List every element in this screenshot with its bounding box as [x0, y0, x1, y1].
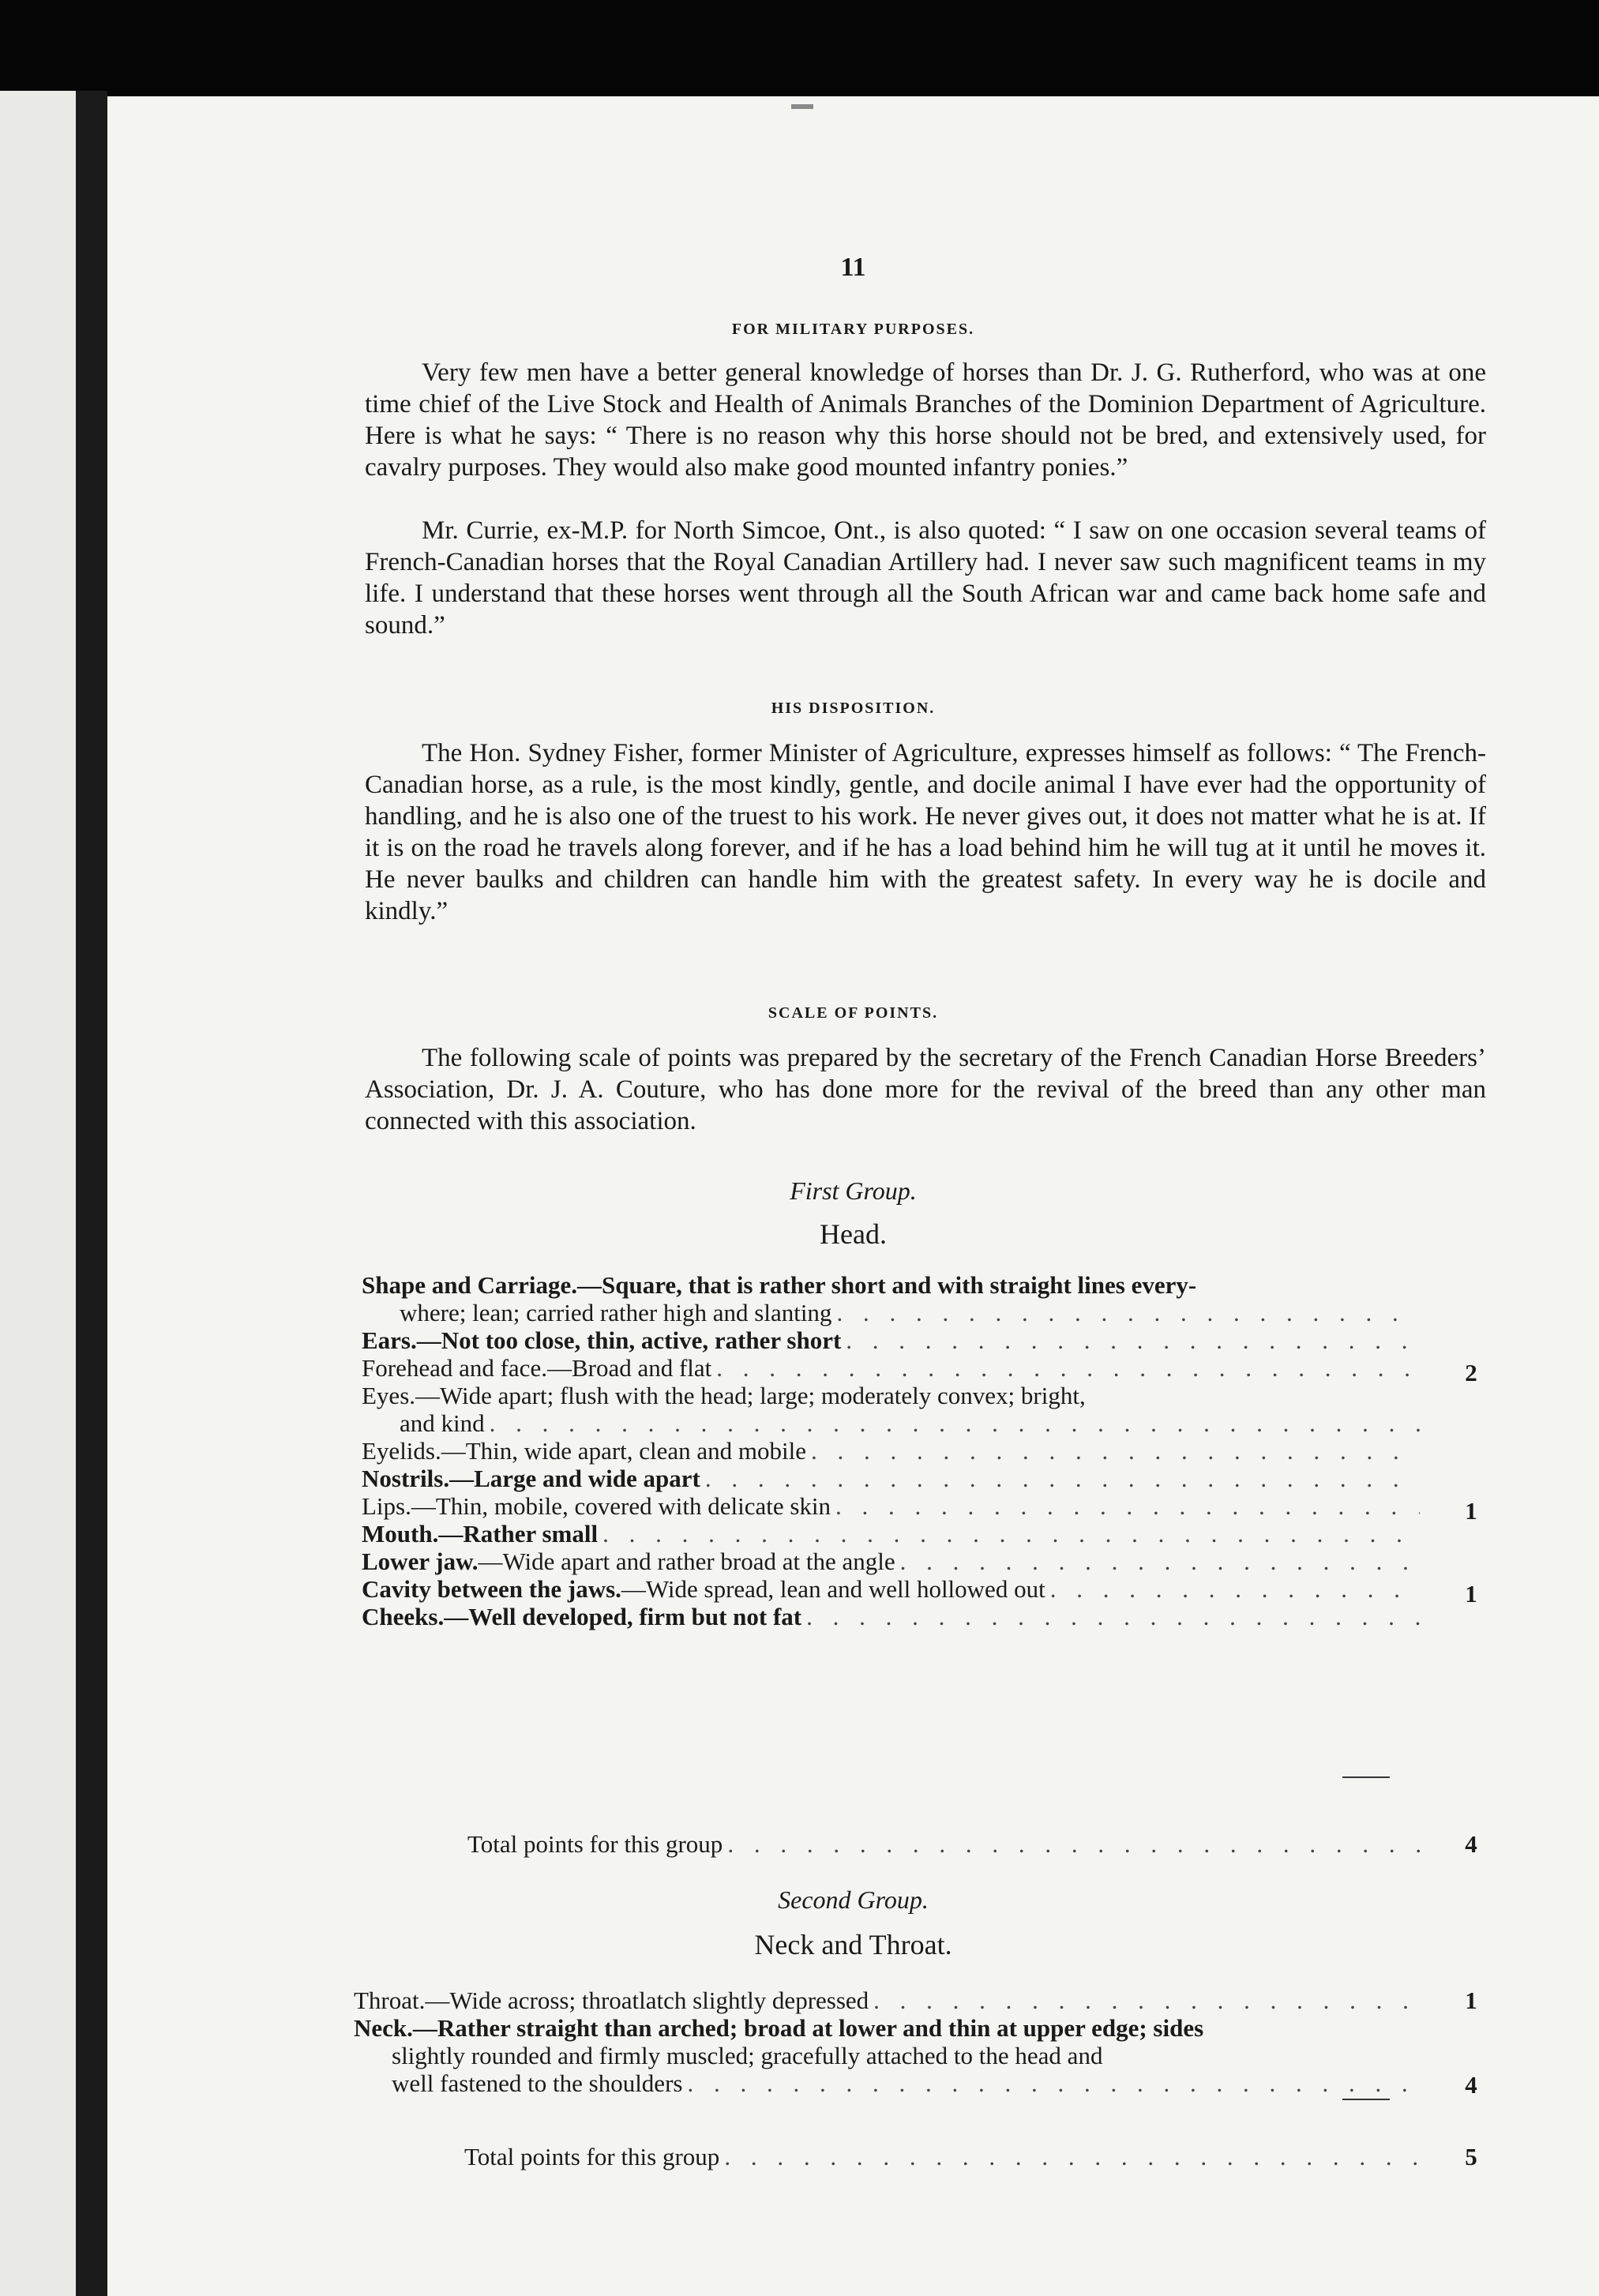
page-number: 11 — [840, 253, 866, 282]
entry-lower-jaw — [362, 1548, 1491, 1575]
entry-lips — [362, 1492, 1491, 1525]
entry-text: —Well developed, firm but not fat — [444, 1603, 802, 1630]
entry-text-cont: and kind — [400, 1409, 485, 1437]
leader-dots — [836, 1299, 1420, 1326]
leader-dots — [727, 1830, 1420, 1858]
leader-dots — [602, 1520, 1420, 1548]
entry-lead: Lower jaw. — [362, 1548, 479, 1575]
paragraph-currie: Mr. Currie, ex-M.P. for North Simcoe, Ont., is also quoted: “ I saw on one occasion several teams of French-Canadian horses that the Royal Canadian Artillery had. I never saw such magnificent teams in my life. I understand that these horses went through all the South African war and came back home safe and sound.” — [365, 516, 1486, 640]
group-subtitle-head: Head. — [820, 1218, 887, 1250]
paragraph-scale-intro: The following scale of points was prepared by the secretary of the French Canadian Horse Breeders’ Association, Dr. J. A. Couture, who has done more for the revival of the breed than any other man connected with this association. — [365, 1044, 1486, 1135]
entry-lead: Eyes. — [362, 1382, 416, 1409]
total-rule — [1342, 2099, 1390, 2100]
heading-disposition: HIS DISPOSITION. — [771, 700, 936, 717]
entry-cheeks — [362, 1603, 1491, 1630]
total-points: 4 — [1465, 1830, 1477, 1858]
entry-text: —Large and wide apart — [449, 1465, 700, 1492]
entry-text-cont: slightly rounded and firmly muscled; gracefully attached to the head and — [392, 2042, 1103, 2069]
entry-lead: Mouth. — [362, 1520, 439, 1548]
paragraph-rutherford: Very few men have a better general knowledge of horses than Dr. J. G. Rutherford, who was at one time chief of the Live Stock and Health of Animals Branches of the Dominion Department of Agriculture. Here is what he says: “ There is no reason why this horse should not be bred, and extensively used, for cavalry purposes. They would also make good mounted infantry ponies.” — [365, 358, 1486, 482]
entry-throat — [354, 1986, 1491, 2014]
group2-entries — [354, 1986, 1491, 2097]
entry-shape-carriage — [362, 1271, 1491, 1326]
entry-neck — [354, 2014, 1491, 2097]
entry-text: —Not too close, thin, active, rather short — [416, 1326, 842, 1354]
leader-dots — [900, 1548, 1420, 1575]
leader-dots — [490, 1409, 1420, 1437]
entry-text: —Thin, wide apart, clean and mobile — [441, 1437, 807, 1465]
facing-page-edge — [0, 91, 85, 2296]
entry-forehead — [362, 1354, 1491, 1386]
entry-text: —Rather straight than arched; broad at lower and thin at upper edge; sides — [412, 2014, 1204, 2042]
entry-lead: Neck. — [354, 2014, 413, 2042]
leader-dots — [873, 1986, 1420, 2014]
entry-points: 1 — [1465, 1497, 1477, 1525]
total-points: 5 — [1465, 2143, 1477, 2170]
entry-lead: Shape and Carriage. — [362, 1271, 577, 1299]
entry-text: —Wide spread, lean and well hollowed out — [621, 1575, 1045, 1603]
heading-scale-of-points: SCALE OF POINTS. — [768, 1004, 939, 1022]
entry-lead: Throat. — [354, 1986, 426, 2014]
entry-text: —Wide apart; flush with the head; large; moderately convex; bright, — [415, 1382, 1086, 1409]
leader-dots — [835, 1492, 1420, 1520]
leader-dots — [1050, 1575, 1420, 1603]
leader-dots — [846, 1326, 1420, 1354]
entry-eyelids — [362, 1437, 1491, 1465]
entry-lead: Ears. — [362, 1326, 417, 1354]
leader-dots — [811, 1437, 1420, 1465]
group-title-second: Second Group. — [778, 1885, 929, 1914]
entry-text: —Wide across; throatlatch slightly depressed — [425, 1986, 869, 2014]
entry-points: 1 — [1465, 1580, 1477, 1608]
entry-text: —Wide apart and rather broad at the angle — [478, 1548, 895, 1575]
group1-entries — [362, 1271, 1491, 1630]
entry-lead: Lips. — [362, 1492, 411, 1520]
leader-dots — [687, 2069, 1420, 2097]
leader-dots — [705, 1465, 1420, 1492]
total-label: Total points for this group — [467, 1830, 723, 1858]
entry-lead: Eyelids. — [362, 1437, 441, 1465]
entry-text: —Thin, mobile, covered with delicate skin — [411, 1492, 831, 1520]
document-page — [107, 96, 1599, 2296]
entry-text: —Square, that is rather short and with straight lines every- — [577, 1271, 1197, 1299]
entry-points: 2 — [1465, 1359, 1477, 1386]
leader-dots — [806, 1603, 1420, 1630]
entry-lead: Nostrils. — [362, 1465, 450, 1492]
group-subtitle-neck-throat: Neck and Throat. — [754, 1929, 952, 1960]
entry-cavity-jaws — [362, 1575, 1491, 1608]
group1-total — [467, 1830, 1491, 1858]
entry-lead: Cavity between the jaws. — [362, 1575, 621, 1603]
heading-military-purposes: FOR MILITARY PURPOSES. — [731, 321, 975, 338]
entry-mouth — [362, 1520, 1491, 1548]
paragraph-fisher: The Hon. Sydney Fisher, former Minister of Agriculture, expresses himself as follows: “ The French-Canadian horse, as a rule, is the most kindly, gentle, and docile animal I have ever had the opportunity of handling, and he is also one of the truest to his work. He never gives out, it does not matter what he is at. If it is on the road he travels along forever, and if he has a load behind him he will tug at it until he moves it. He never baulks and children can handle him with the greatest safety. In every way he is docile and kindly.” — [365, 739, 1486, 925]
entry-nostrils — [362, 1465, 1491, 1492]
total-rule — [1342, 1776, 1390, 1778]
entry-text: —Rather small — [438, 1520, 599, 1548]
entry-points: 4 — [1465, 2071, 1477, 2099]
entry-eyes — [362, 1382, 1491, 1437]
group-title-first: First Group. — [790, 1176, 917, 1205]
entry-ears — [362, 1326, 1491, 1354]
group2-total — [464, 2143, 1491, 2170]
entry-text-cont: where; lean; carried rather high and slanting — [400, 1299, 832, 1326]
entry-points: 1 — [1465, 1986, 1477, 2014]
scan-mark — [791, 104, 813, 109]
entry-lead: Forehead and face. — [362, 1354, 547, 1382]
entry-lead: Cheeks. — [362, 1603, 445, 1630]
entry-text-cont: well fastened to the shoulders — [392, 2069, 683, 2097]
leader-dots — [724, 2143, 1420, 2170]
book-gutter — [76, 91, 107, 2296]
total-label: Total points for this group — [464, 2143, 720, 2170]
leader-dots — [716, 1354, 1420, 1382]
entry-text: —Broad and flat — [546, 1354, 712, 1382]
